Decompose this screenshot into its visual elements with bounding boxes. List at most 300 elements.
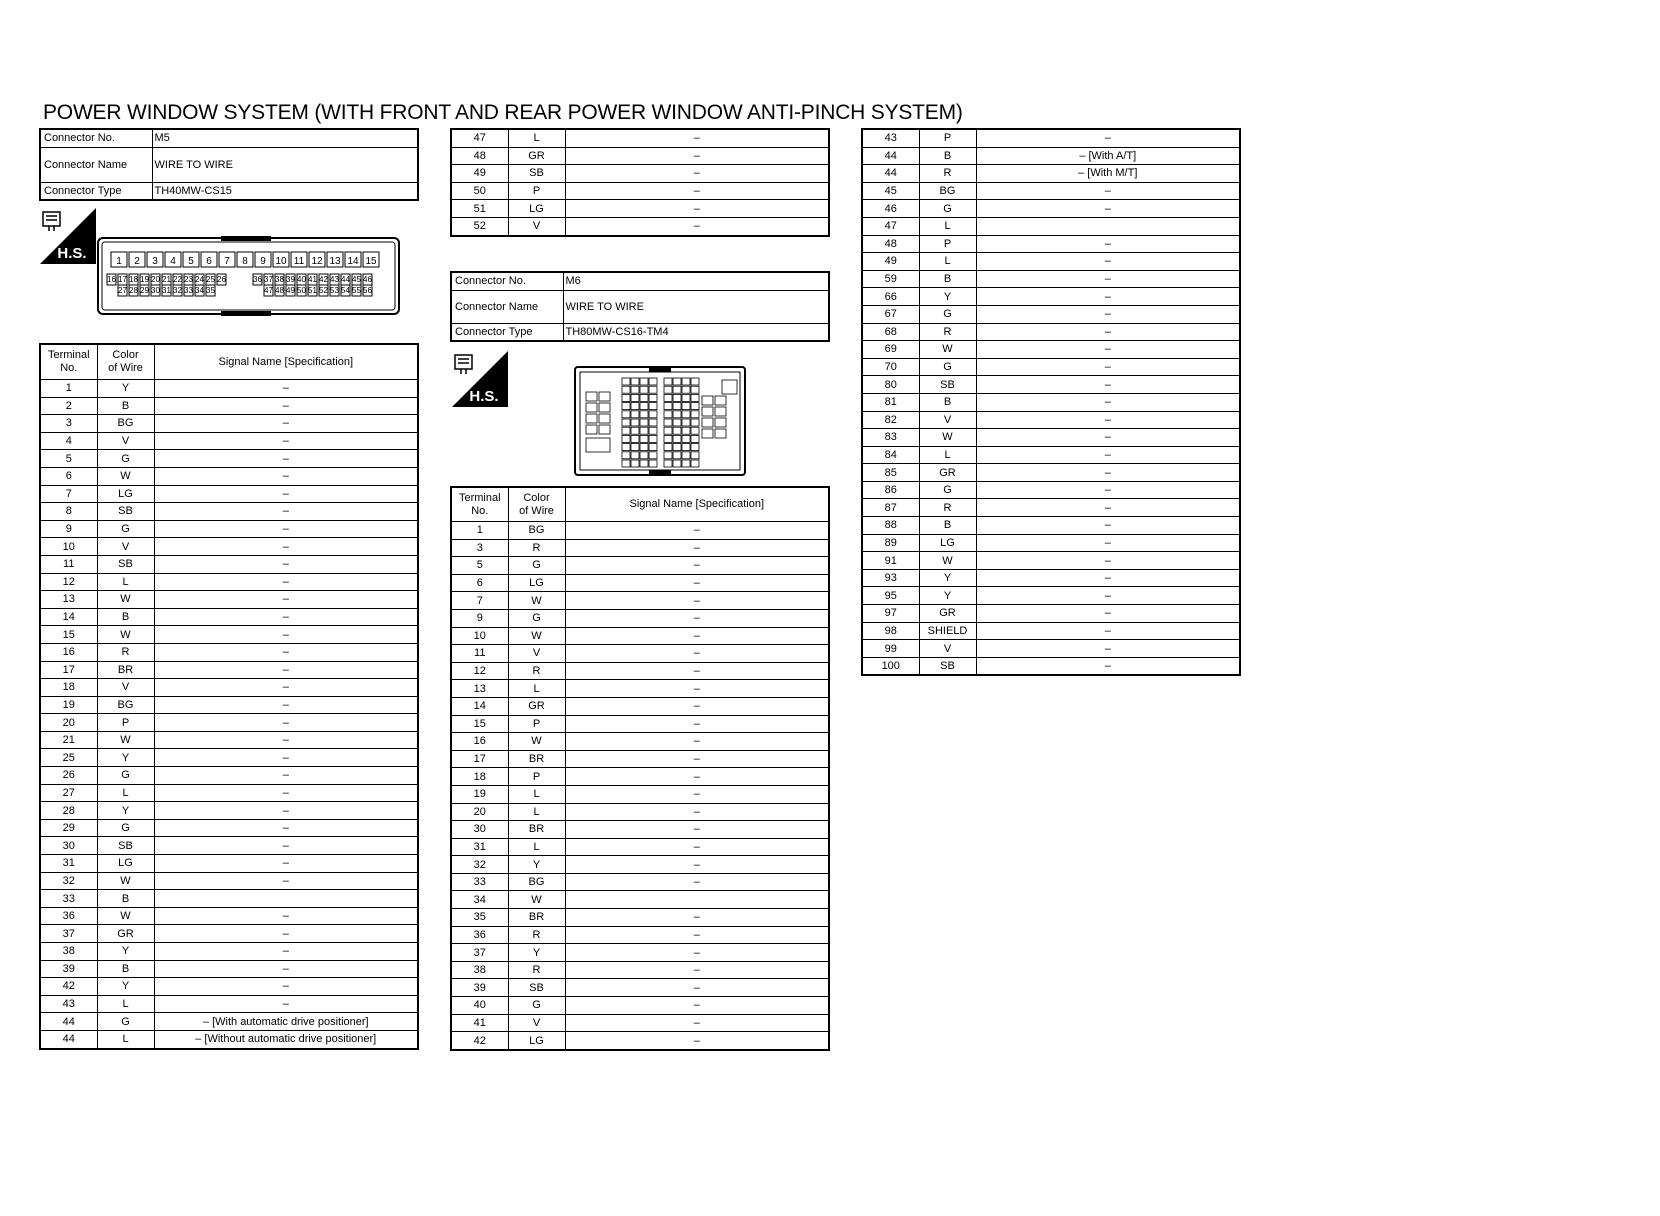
svg-text:37: 37 xyxy=(264,275,273,284)
terminal-no-cell: 39 xyxy=(40,960,97,978)
svg-text:51: 51 xyxy=(308,286,317,295)
terminal-no-cell: 27 xyxy=(40,784,97,802)
wire-color-cell: Y xyxy=(97,978,154,996)
wire-color-cell: V xyxy=(508,645,565,663)
wire-color-cell: B xyxy=(97,397,154,415)
table-row xyxy=(40,432,418,450)
signal-name-cell: – xyxy=(154,978,418,996)
table-row xyxy=(451,557,829,575)
table-row xyxy=(40,626,418,644)
signal-name-cell: – xyxy=(154,837,418,855)
wire-color-cell: W xyxy=(919,552,976,570)
terminal-no-cell: 49 xyxy=(451,165,508,183)
table-row xyxy=(451,873,829,891)
table-row xyxy=(451,645,829,663)
table-row xyxy=(40,467,418,485)
wire-color-cell: B xyxy=(919,270,976,288)
table-row xyxy=(40,643,418,661)
terminal-no-cell: 36 xyxy=(451,926,508,944)
terminal-no-cell: 89 xyxy=(862,534,919,552)
connector-pin xyxy=(184,285,193,296)
svg-text:26: 26 xyxy=(217,275,226,284)
wire-color-cell: Y xyxy=(508,944,565,962)
signal-name-cell: – xyxy=(154,397,418,415)
connector-pin xyxy=(195,285,204,296)
wire-color-cell: G xyxy=(919,481,976,499)
signal-name-cell: – [Without automatic drive positioner] xyxy=(154,1030,418,1048)
wire-color-cell: W xyxy=(919,341,976,359)
svg-text:35: 35 xyxy=(206,286,215,295)
table-row xyxy=(451,627,829,645)
signal-name-cell: – xyxy=(154,661,418,679)
signal-name-cell: – xyxy=(976,481,1240,499)
harness-side-icon xyxy=(452,351,508,407)
m5-connector-type: TH40MW-CS15 xyxy=(152,182,418,200)
svg-text:11: 11 xyxy=(293,256,305,267)
wire-color-cell: W xyxy=(508,592,565,610)
table-row xyxy=(451,768,829,786)
signal-name-cell: – xyxy=(154,643,418,661)
connector-pin xyxy=(129,252,145,267)
signal-name-cell: – xyxy=(565,574,829,592)
wire-color-cell: V xyxy=(97,538,154,556)
table-row xyxy=(451,592,829,610)
terminal-no-cell: 33 xyxy=(451,873,508,891)
signal-name-cell: – xyxy=(154,467,418,485)
signal-name-cell: – [With M/T] xyxy=(976,165,1240,183)
connector-pin xyxy=(352,274,361,285)
wire-color-cell: SB xyxy=(97,837,154,855)
terminal-no-cell: 43 xyxy=(40,995,97,1013)
connector-pin xyxy=(275,274,284,285)
wire-color-cell: L xyxy=(508,680,565,698)
wire-color-cell: W xyxy=(97,626,154,644)
svg-text:40: 40 xyxy=(297,275,306,284)
signal-name-cell: – xyxy=(565,627,829,645)
connector-pin xyxy=(330,285,339,296)
signal-name-cell: – xyxy=(976,376,1240,394)
signal-name-cell: – xyxy=(154,555,418,573)
signal-name-cell: – xyxy=(976,499,1240,517)
terminal-no-cell: 11 xyxy=(40,555,97,573)
terminal-no-cell: 20 xyxy=(40,714,97,732)
wire-color-cell: R xyxy=(508,926,565,944)
connector-pin xyxy=(111,252,127,267)
signal-name-cell: – xyxy=(154,943,418,961)
wire-color-cell: B xyxy=(919,517,976,535)
table-row xyxy=(40,978,418,996)
svg-text:49: 49 xyxy=(286,286,295,295)
table-row xyxy=(451,733,829,751)
connector-pin xyxy=(147,252,163,267)
terminal-no-cell: 13 xyxy=(40,591,97,609)
signal-name-cell: – xyxy=(565,645,829,663)
wire-color-cell: L xyxy=(97,784,154,802)
connector-pin xyxy=(162,285,171,296)
wire-color-cell: R xyxy=(919,323,976,341)
table-row xyxy=(40,520,418,538)
wire-color-cell: Y xyxy=(919,587,976,605)
table-row xyxy=(862,129,1240,147)
terminal-no-cell: 9 xyxy=(451,609,508,627)
terminal-no-cell: 17 xyxy=(40,661,97,679)
svg-text:50: 50 xyxy=(297,286,306,295)
connector-pin xyxy=(319,285,328,296)
connector-pin xyxy=(345,252,361,267)
terminal-no-cell: 6 xyxy=(451,574,508,592)
table-row xyxy=(40,731,418,749)
hs-label: H.S. xyxy=(57,245,87,262)
terminal-no-cell: 97 xyxy=(862,605,919,623)
wire-color-cell: BR xyxy=(508,909,565,927)
table-row xyxy=(40,749,418,767)
signal-name-cell: – xyxy=(976,358,1240,376)
wire-color-cell: SB xyxy=(508,165,565,183)
wire-color-cell: SB xyxy=(919,376,976,394)
signal-name-cell xyxy=(976,217,1240,235)
terminal-no-cell: 45 xyxy=(862,182,919,200)
wire-color-cell: SHIELD xyxy=(919,622,976,640)
terminal-no-cell: 9 xyxy=(40,520,97,538)
wire-color-cell: SB xyxy=(919,657,976,675)
svg-text:12: 12 xyxy=(311,256,323,267)
terminal-no-cell: 59 xyxy=(862,270,919,288)
connector-pin xyxy=(184,274,193,285)
connector-pin xyxy=(129,285,138,296)
svg-text:41: 41 xyxy=(308,275,317,284)
svg-text:3: 3 xyxy=(152,256,158,267)
signal-name-cell: – xyxy=(565,926,829,944)
wire-color-cell: Y xyxy=(919,569,976,587)
svg-text:38: 38 xyxy=(275,275,284,284)
svg-text:2: 2 xyxy=(134,256,140,267)
table-row xyxy=(40,538,418,556)
terminal-no-cell: 5 xyxy=(451,557,508,575)
terminal-no-cell: 42 xyxy=(451,1032,508,1050)
signal-name-cell: – xyxy=(976,305,1240,323)
svg-text:19: 19 xyxy=(140,275,149,284)
table-row xyxy=(862,305,1240,323)
terminal-no-cell: 70 xyxy=(862,358,919,376)
wire-color-cell: LG xyxy=(97,485,154,503)
connector-pin xyxy=(255,252,271,267)
wire-color-cell: V xyxy=(508,217,565,235)
svg-text:20: 20 xyxy=(151,275,160,284)
table-row xyxy=(451,926,829,944)
wire-color-cell: R xyxy=(97,643,154,661)
signal-name-cell: – xyxy=(565,165,829,183)
table-row xyxy=(451,522,829,540)
terminal-no-cell: 36 xyxy=(40,907,97,925)
connector-pin xyxy=(206,274,215,285)
signal-name-cell: – xyxy=(565,733,829,751)
table-row xyxy=(40,608,418,626)
table-row xyxy=(40,555,418,573)
table-row xyxy=(862,147,1240,165)
page-title: POWER WINDOW SYSTEM (WITH FRONT AND REAR POWER WINDOW ANTI-PINCH SYSTEM) xyxy=(43,101,963,124)
wire-color-cell: GR xyxy=(508,147,565,165)
table-row xyxy=(40,872,418,890)
wire-color-cell: GR xyxy=(97,925,154,943)
terminal-no-cell: 35 xyxy=(451,909,508,927)
wire-color-cell: G xyxy=(919,358,976,376)
terminal-no-cell: 34 xyxy=(451,891,508,909)
connector-pin xyxy=(201,252,217,267)
terminal-no-cell: 14 xyxy=(40,608,97,626)
terminal-no-cell: 4 xyxy=(40,432,97,450)
connector-pin xyxy=(129,274,138,285)
svg-text:18: 18 xyxy=(129,275,138,284)
svg-text:42: 42 xyxy=(319,275,328,284)
svg-text:28: 28 xyxy=(129,286,138,295)
connector-pin xyxy=(363,274,372,285)
table-row xyxy=(862,517,1240,535)
signal-name-cell: – xyxy=(154,503,418,521)
svg-text:14: 14 xyxy=(347,256,359,267)
wire-color-cell: W xyxy=(97,907,154,925)
signal-name-cell: – xyxy=(976,534,1240,552)
table-row xyxy=(862,499,1240,517)
m5-connector-no: M5 xyxy=(152,129,418,147)
wire-color-cell: P xyxy=(508,768,565,786)
connector-pin xyxy=(264,274,273,285)
terminal-no-cell: 7 xyxy=(40,485,97,503)
svg-text:6: 6 xyxy=(206,256,212,267)
terminal-no-cell: 39 xyxy=(451,979,508,997)
wire-color-cell: LG xyxy=(97,855,154,873)
connector-name-label: Connector Name xyxy=(451,290,563,323)
wire-color-cell: V xyxy=(97,679,154,697)
connector-pin xyxy=(173,274,182,285)
table-row xyxy=(40,855,418,873)
signal-name-cell: – xyxy=(976,341,1240,359)
wire-color-cell: G xyxy=(919,200,976,218)
terminal-no-cell: 32 xyxy=(451,856,508,874)
wire-color-cell: GR xyxy=(508,697,565,715)
terminal-no-cell: 29 xyxy=(40,819,97,837)
table-row xyxy=(451,961,829,979)
table-row xyxy=(40,450,418,468)
m6-connector-info xyxy=(450,271,830,342)
terminal-no-cell: 48 xyxy=(862,235,919,253)
connector-pin xyxy=(140,285,149,296)
table-row xyxy=(40,679,418,697)
signal-name-cell: – xyxy=(976,288,1240,306)
signal-name-cell: – xyxy=(154,960,418,978)
table-row xyxy=(862,323,1240,341)
wire-color-cell: B xyxy=(97,608,154,626)
terminal-no-cell: 19 xyxy=(40,696,97,714)
wire-color-cell: W xyxy=(97,591,154,609)
signal-name-cell: – xyxy=(154,872,418,890)
table-row xyxy=(451,147,829,165)
connector-pin xyxy=(107,274,116,285)
terminal-no-cell: 10 xyxy=(40,538,97,556)
terminal-no-cell: 47 xyxy=(862,217,919,235)
terminal-no-cell: 15 xyxy=(40,626,97,644)
wire-color-cell: BR xyxy=(97,661,154,679)
table-row xyxy=(40,837,418,855)
signal-name-cell: – xyxy=(154,925,418,943)
wire-color-cell: R xyxy=(508,662,565,680)
signal-name-cell: – xyxy=(976,657,1240,675)
signal-name-cell: – xyxy=(154,432,418,450)
signal-name-header: Signal Name [Specification] xyxy=(565,487,829,522)
table-row xyxy=(451,997,829,1015)
table-row xyxy=(862,376,1240,394)
terminal-no-cell: 7 xyxy=(451,592,508,610)
connector-pin xyxy=(219,252,235,267)
signal-name-cell: – xyxy=(154,819,418,837)
connector-pin xyxy=(327,252,343,267)
terminal-no-cell: 44 xyxy=(40,1013,97,1031)
signal-name-cell: – xyxy=(154,415,418,433)
table-row xyxy=(862,165,1240,183)
signal-name-cell: – [With A/T] xyxy=(976,147,1240,165)
wire-color-cell: P xyxy=(508,182,565,200)
table-row xyxy=(451,200,829,218)
signal-name-cell: – xyxy=(976,587,1240,605)
signal-name-cell: – xyxy=(565,200,829,218)
table-row xyxy=(862,217,1240,235)
wire-color-cell: Y xyxy=(919,288,976,306)
svg-text:23: 23 xyxy=(184,275,193,284)
terminal-no-cell: 20 xyxy=(451,803,508,821)
table-row xyxy=(40,573,418,591)
connector-pin xyxy=(291,252,307,267)
table-row xyxy=(40,485,418,503)
m5-connector-face xyxy=(97,236,400,316)
wire-color-cell: P xyxy=(97,714,154,732)
wire-color-cell: LG xyxy=(919,534,976,552)
table-row xyxy=(862,429,1240,447)
table-row xyxy=(40,591,418,609)
wire-color-cell: W xyxy=(919,429,976,447)
terminal-no-cell: 28 xyxy=(40,802,97,820)
terminal-no-cell: 95 xyxy=(862,587,919,605)
signal-name-header: Signal Name [Specification] xyxy=(154,344,418,380)
terminal-no-cell: 15 xyxy=(451,715,508,733)
svg-text:31: 31 xyxy=(162,286,171,295)
table-row xyxy=(40,415,418,433)
wire-color-cell: V xyxy=(919,411,976,429)
signal-name-cell: – xyxy=(154,591,418,609)
wire-color-cell: R xyxy=(508,961,565,979)
wire-color-cell: L xyxy=(919,217,976,235)
m6-terminal-table-continued xyxy=(861,128,1241,676)
signal-name-cell: – xyxy=(154,380,418,398)
terminal-no-cell: 93 xyxy=(862,569,919,587)
wire-color-cell: R xyxy=(919,499,976,517)
table-row xyxy=(862,464,1240,482)
wire-color-cell: L xyxy=(97,573,154,591)
svg-text:4: 4 xyxy=(170,256,176,267)
table-row xyxy=(862,253,1240,271)
terminal-no-cell: 43 xyxy=(862,129,919,147)
table-row xyxy=(451,697,829,715)
m6-terminal-table xyxy=(450,486,830,1051)
table-row xyxy=(40,397,418,415)
connector-no-label: Connector No. xyxy=(40,129,152,147)
table-row xyxy=(40,767,418,785)
signal-name-cell: – xyxy=(565,557,829,575)
svg-text:8: 8 xyxy=(242,256,248,267)
terminal-no-cell: 2 xyxy=(40,397,97,415)
terminal-no-cell: 16 xyxy=(40,643,97,661)
wire-color-cell: P xyxy=(919,235,976,253)
wire-color-cell: Y xyxy=(508,856,565,874)
terminal-no-cell: 21 xyxy=(40,731,97,749)
terminal-no-cell: 81 xyxy=(862,393,919,411)
terminal-no-cell: 100 xyxy=(862,657,919,675)
table-row xyxy=(40,995,418,1013)
signal-name-cell: – xyxy=(565,768,829,786)
table-row xyxy=(451,182,829,200)
connector-pin xyxy=(297,285,306,296)
connector-pin xyxy=(363,252,379,267)
connector-pin xyxy=(195,274,204,285)
svg-text:9: 9 xyxy=(260,256,266,267)
svg-text:45: 45 xyxy=(352,275,361,284)
signal-name-cell: – xyxy=(154,485,418,503)
terminal-no-cell: 85 xyxy=(862,464,919,482)
terminal-no-cell: 41 xyxy=(451,1014,508,1032)
terminal-no-header: Terminal No. xyxy=(40,344,97,380)
signal-name-cell: – xyxy=(565,129,829,147)
table-row xyxy=(862,622,1240,640)
svg-text:21: 21 xyxy=(162,275,171,284)
svg-text:56: 56 xyxy=(363,286,372,295)
signal-name-cell: – xyxy=(976,200,1240,218)
connector-pin xyxy=(217,274,226,285)
table-row xyxy=(40,960,418,978)
wire-color-cell: Y xyxy=(97,943,154,961)
table-row xyxy=(40,784,418,802)
connector-pin xyxy=(308,274,317,285)
signal-name-cell: – xyxy=(976,569,1240,587)
svg-text:30: 30 xyxy=(151,286,160,295)
wire-color-cell: BR xyxy=(508,821,565,839)
wire-color-cell: G xyxy=(97,1013,154,1031)
wire-color-cell: Y xyxy=(97,802,154,820)
wire-color-cell: B xyxy=(919,147,976,165)
svg-text:54: 54 xyxy=(341,286,350,295)
table-row xyxy=(862,605,1240,623)
connector-type-label: Connector Type xyxy=(451,323,563,341)
terminal-no-cell: 31 xyxy=(40,855,97,873)
signal-name-cell: – xyxy=(154,538,418,556)
table-row xyxy=(862,200,1240,218)
table-row xyxy=(862,569,1240,587)
signal-name-cell: – xyxy=(154,520,418,538)
svg-text:5: 5 xyxy=(188,256,194,267)
terminal-no-cell: 6 xyxy=(40,467,97,485)
signal-name-cell: – xyxy=(565,697,829,715)
terminal-no-cell: 44 xyxy=(40,1030,97,1048)
terminal-no-cell: 87 xyxy=(862,499,919,517)
terminal-no-cell: 8 xyxy=(40,503,97,521)
signal-name-cell: – xyxy=(976,640,1240,658)
svg-text:17: 17 xyxy=(118,275,127,284)
terminal-no-cell: 69 xyxy=(862,341,919,359)
connector-pin xyxy=(297,274,306,285)
wire-color-cell: V xyxy=(919,640,976,658)
wire-color-cell: W xyxy=(97,872,154,890)
connector-pin xyxy=(165,252,181,267)
signal-name-cell: – xyxy=(565,217,829,235)
connector-pin xyxy=(273,252,289,267)
terminal-no-cell: 38 xyxy=(40,943,97,961)
